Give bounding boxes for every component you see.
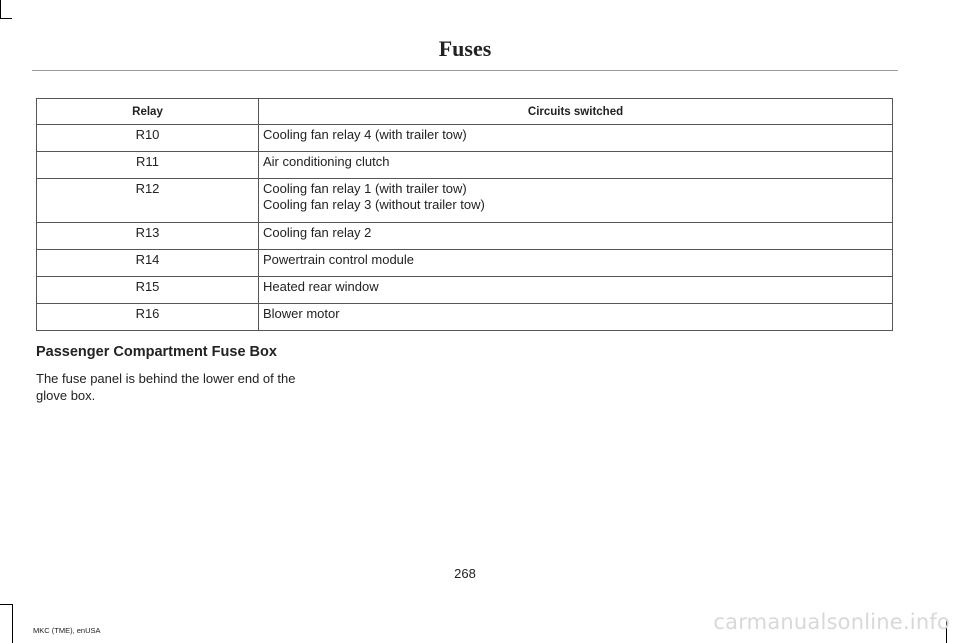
circuit-text: Air conditioning clutch — [263, 154, 390, 169]
column-header-relay: Relay — [37, 99, 259, 125]
relay-cell: R13 — [37, 223, 259, 250]
circuit-cell — [259, 125, 893, 152]
section-body-text: The fuse panel is behind the lower end of the glove box. — [36, 371, 296, 403]
circuit-cell — [259, 277, 893, 304]
footer-edition-code: MKC (TME), enUSA — [33, 626, 101, 635]
crop-mark-top-left-h — [0, 18, 12, 19]
circuit-cell — [259, 304, 893, 331]
crop-mark-bottom-left-v — [12, 604, 13, 643]
relay-cell: R12 — [37, 179, 259, 223]
page-title: Fuses — [438, 36, 492, 61]
circuit-cell — [259, 179, 893, 223]
table-row — [37, 304, 893, 331]
table-row — [37, 125, 893, 152]
circuit-text: Cooling fan relay 1 (with trailer tow) — [263, 181, 467, 196]
relay-cell: R10 — [37, 125, 259, 152]
table-row — [37, 179, 893, 223]
relay-cell: R11 — [37, 152, 259, 179]
watermark-logo: carmanualsonline.info — [713, 610, 950, 634]
table-row — [37, 152, 893, 179]
circuit-cell — [259, 250, 893, 277]
circuit-text: Cooling fan relay 4 (with trailer tow) — [263, 127, 467, 142]
crop-mark-top-left-v — [0, 0, 1, 18]
section-heading: Passenger Compartment Fuse Box — [36, 344, 277, 360]
relay-cell: R16 — [37, 304, 259, 331]
table-row — [37, 277, 893, 304]
circuit-text: Powertrain control module — [263, 252, 415, 267]
relay-cell: R15 — [37, 277, 259, 304]
circuit-text: Blower motor — [263, 306, 340, 321]
circuit-text: Cooling fan relay 2 — [263, 225, 372, 240]
crop-mark-bottom-left-h — [0, 604, 12, 605]
relay-table — [36, 98, 893, 331]
circuit-text: Cooling fan relay 3 (without trailer tow) — [263, 197, 485, 212]
header-divider — [32, 70, 898, 71]
page-number: 268 — [454, 566, 476, 581]
circuit-text: Heated rear window — [263, 279, 379, 294]
table-header-row — [37, 99, 893, 125]
column-header-circuits: Circuits switched — [259, 99, 893, 125]
table-row — [37, 250, 893, 277]
circuit-cell — [259, 152, 893, 179]
table-row — [37, 223, 893, 250]
relay-cell: R14 — [37, 250, 259, 277]
circuit-cell — [259, 223, 893, 250]
